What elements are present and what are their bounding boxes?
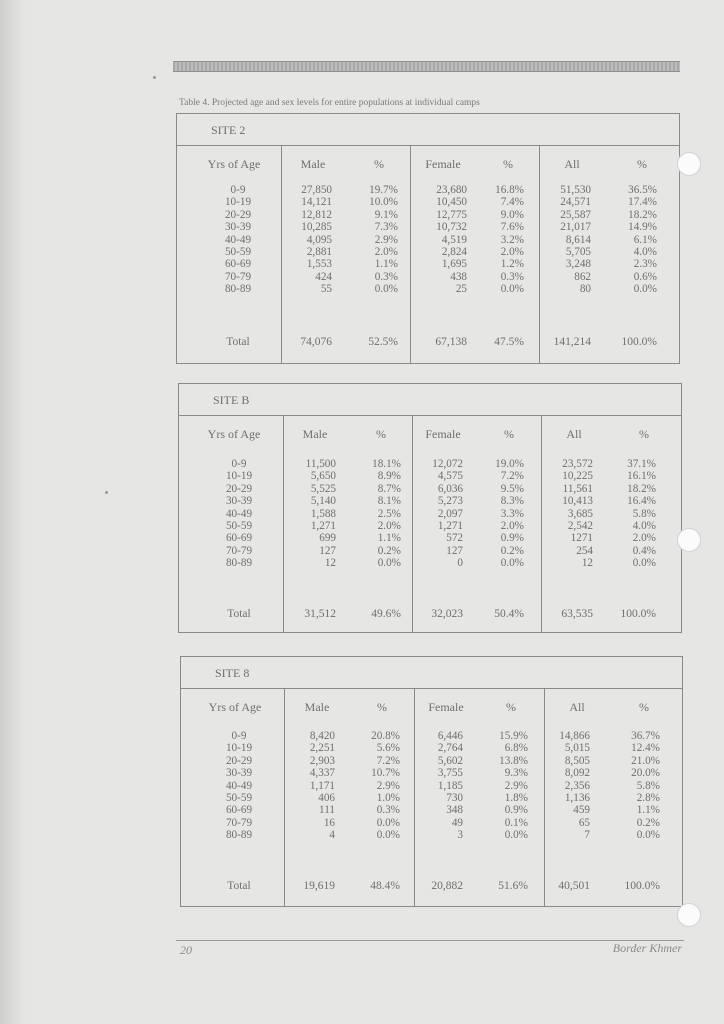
table-cell: 10-19 bbox=[224, 196, 252, 209]
header-female: Female bbox=[428, 700, 464, 714]
table-cell: 254 bbox=[576, 544, 593, 557]
table-cell: 11,500 bbox=[305, 458, 336, 470]
table-cell: 1,136 bbox=[564, 791, 590, 804]
header-all-pct: % bbox=[639, 700, 649, 714]
table-cell: 1.1% bbox=[636, 804, 660, 817]
table-cell: 51,530 bbox=[560, 184, 591, 196]
table-cell: 12,775 bbox=[436, 208, 467, 221]
table-cell: 2.9% bbox=[374, 233, 398, 246]
table-cell: 3,248 bbox=[565, 258, 591, 271]
table-cell: 2.0% bbox=[377, 519, 401, 532]
table-cell: 1,185 bbox=[437, 779, 463, 792]
table-cell: 1.1% bbox=[377, 532, 401, 545]
table-cell: 1,695 bbox=[441, 258, 467, 271]
table-cell: 40-49 bbox=[225, 507, 253, 520]
table-cell: 30-39 bbox=[225, 495, 253, 508]
total-all: 63,535 bbox=[561, 608, 593, 620]
table-cell: 6,446 bbox=[437, 730, 463, 742]
table-cell: 10,225 bbox=[562, 470, 593, 483]
table-cell: 0.0% bbox=[376, 816, 400, 829]
table-cell: 0.0% bbox=[504, 829, 528, 842]
table-cell: 12,812 bbox=[301, 208, 332, 221]
header-all-pct: % bbox=[639, 427, 649, 441]
table-cell: 0.9% bbox=[500, 532, 524, 545]
table-cell: 10,285 bbox=[301, 221, 332, 234]
table-cell: 7.2% bbox=[500, 470, 524, 483]
table-cell: 2,097 bbox=[437, 507, 463, 520]
total-all: 141,214 bbox=[553, 336, 591, 348]
all-pct-column bbox=[628, 184, 657, 296]
table-caption: Table 4. Projected age and sex levels for entire populations at individual camps bbox=[179, 98, 480, 108]
table-cell: 7.2% bbox=[376, 754, 400, 767]
table-cell: 23,680 bbox=[436, 184, 467, 196]
total-male: 74,076 bbox=[300, 336, 332, 348]
column-divider bbox=[284, 689, 285, 906]
total-label: Total bbox=[227, 880, 251, 892]
table-cell: 10-19 bbox=[225, 470, 253, 483]
female-column bbox=[432, 458, 463, 570]
header-all: All bbox=[569, 700, 585, 714]
male-pct-column bbox=[371, 730, 400, 842]
table-cell: 0 bbox=[457, 557, 463, 570]
table-cell: 3 bbox=[457, 829, 463, 842]
total-female: 67,138 bbox=[435, 336, 467, 348]
table-cell: 4 bbox=[329, 829, 335, 842]
total-label: Total bbox=[227, 608, 251, 620]
table-cell: 0.4% bbox=[632, 544, 656, 557]
table-cell: 0.9% bbox=[504, 804, 528, 817]
table-cell: 20.0% bbox=[631, 767, 660, 780]
table-cell: 23,572 bbox=[562, 458, 593, 470]
table-cell: 11,561 bbox=[562, 482, 593, 495]
table-cell: 19.7% bbox=[369, 184, 398, 196]
table-cell: 0.0% bbox=[633, 283, 657, 296]
table-cell: 1271 bbox=[570, 532, 593, 545]
table-cell: 5,602 bbox=[437, 754, 463, 767]
age-column bbox=[225, 184, 251, 296]
column-divider bbox=[281, 146, 282, 363]
table-cell: 16.1% bbox=[627, 470, 656, 483]
table-cell: 127 bbox=[446, 544, 463, 557]
paper-speck bbox=[153, 76, 156, 79]
table-cell: 2,824 bbox=[441, 245, 467, 258]
table-cell: 25 bbox=[455, 283, 467, 296]
header-male: Male bbox=[300, 157, 326, 171]
site-title: SITE 8 bbox=[181, 657, 682, 689]
table-cell: 12 bbox=[324, 557, 336, 570]
table-cell: 36.5% bbox=[628, 184, 657, 196]
table-cell: 3.2% bbox=[500, 233, 524, 246]
table-cell: 12.4% bbox=[631, 742, 660, 755]
header-all: All bbox=[564, 157, 580, 171]
table-cell: 16 bbox=[323, 816, 335, 829]
header-female: Female bbox=[425, 427, 461, 441]
table-cell: 14.9% bbox=[628, 221, 657, 234]
table-cell: 0.2% bbox=[377, 544, 401, 557]
table-cell: 55 bbox=[320, 283, 332, 296]
table-cell: 4,519 bbox=[441, 233, 467, 246]
table-cell: 8.3% bbox=[500, 495, 524, 508]
table-cell: 2.0% bbox=[632, 532, 656, 545]
table-cell: 7.6% bbox=[500, 221, 524, 234]
female-column bbox=[436, 184, 467, 296]
table-cell: 5,015 bbox=[564, 742, 590, 755]
table-cell: 80-89 bbox=[224, 283, 252, 296]
age-column bbox=[226, 458, 252, 570]
table-cell: 1.0% bbox=[376, 791, 400, 804]
column-divider bbox=[414, 689, 415, 906]
table-cell: 4,337 bbox=[309, 767, 335, 780]
total-all: 40,501 bbox=[558, 880, 590, 892]
table-cell: 5,273 bbox=[437, 495, 463, 508]
table-cell: 1,553 bbox=[306, 258, 332, 271]
female-column bbox=[438, 730, 463, 842]
table-cell: 1,271 bbox=[310, 519, 336, 532]
table-cell: 2,542 bbox=[567, 519, 593, 532]
table-cell: 16.8% bbox=[495, 184, 524, 196]
table-cell: 5,525 bbox=[310, 482, 336, 495]
header-male-pct: % bbox=[377, 700, 387, 714]
table-cell: 0.2% bbox=[500, 544, 524, 557]
site-title: SITE B bbox=[179, 384, 681, 416]
page-edge-shadow bbox=[0, 0, 26, 1024]
table-cell: 2,356 bbox=[564, 779, 590, 792]
table-cell: 4,095 bbox=[306, 233, 332, 246]
table-cell: 27,850 bbox=[301, 184, 332, 196]
table-cell: 21.0% bbox=[631, 754, 660, 767]
male-column bbox=[301, 184, 332, 296]
total-female: 32,023 bbox=[431, 608, 463, 620]
table-cell: 2.0% bbox=[374, 245, 398, 258]
table-cell: 24,571 bbox=[560, 196, 591, 209]
table-cell: 10.0% bbox=[369, 196, 398, 209]
female-pct-column bbox=[499, 730, 528, 842]
table-cell: 7.4% bbox=[500, 196, 524, 209]
header-age: Yrs of Age bbox=[207, 157, 261, 171]
table-cell: 37.1% bbox=[627, 458, 656, 470]
table-cell: 12,072 bbox=[432, 458, 463, 470]
table-cell: 2.8% bbox=[636, 791, 660, 804]
table-cell: 3,685 bbox=[567, 507, 593, 520]
table-cell: 20-29 bbox=[225, 754, 253, 767]
table-cell: 70-79 bbox=[225, 816, 253, 829]
all-column bbox=[560, 184, 591, 296]
table-cell: 18.2% bbox=[627, 482, 656, 495]
table-cell: 2.3% bbox=[633, 258, 657, 271]
table-cell: 10,413 bbox=[562, 495, 593, 508]
table-cell: 2.9% bbox=[376, 779, 400, 792]
total-male: 31,512 bbox=[304, 608, 336, 620]
table-cell: 49 bbox=[451, 816, 463, 829]
column-divider bbox=[539, 146, 540, 363]
table-cell: 862 bbox=[574, 270, 591, 283]
total-all-pct: 100.0% bbox=[624, 880, 660, 892]
table-cell: 127 bbox=[319, 544, 336, 557]
table-cell: 1.1% bbox=[374, 258, 398, 271]
header-all-pct: % bbox=[637, 157, 647, 171]
table-cell: 10,450 bbox=[436, 196, 467, 209]
table-cell: 0.0% bbox=[632, 557, 656, 570]
table-cell: 0-9 bbox=[231, 458, 247, 470]
table-cell: 25,587 bbox=[560, 208, 591, 221]
all-pct-column bbox=[631, 730, 660, 842]
table-cell: 13.8% bbox=[499, 754, 528, 767]
female-pct-column bbox=[495, 458, 524, 570]
table-cell: 2,764 bbox=[437, 742, 463, 755]
table-cell: 730 bbox=[446, 791, 463, 804]
table-cell: 9.3% bbox=[504, 767, 528, 780]
table-cell: 8.1% bbox=[377, 495, 401, 508]
table-cell: 1,171 bbox=[309, 779, 335, 792]
table-cell: 80-89 bbox=[225, 829, 253, 842]
total-male-pct: 49.6% bbox=[371, 608, 401, 620]
table-cell: 0.3% bbox=[500, 270, 524, 283]
table-cell: 15.9% bbox=[499, 730, 528, 742]
total-female-pct: 47.5% bbox=[494, 336, 524, 348]
punch-hole bbox=[677, 528, 701, 552]
table-cell: 572 bbox=[446, 532, 463, 545]
table-cell: 50-59 bbox=[224, 245, 252, 258]
table-cell: 2,881 bbox=[306, 245, 332, 258]
table-cell: 50-59 bbox=[225, 519, 253, 532]
table-cell: 80 bbox=[579, 283, 591, 296]
table-cell: 8.7% bbox=[377, 482, 401, 495]
table-cell: 9.1% bbox=[374, 208, 398, 221]
table-cell: 4.0% bbox=[633, 245, 657, 258]
table-cell: 17.4% bbox=[628, 196, 657, 209]
table-cell: 30-39 bbox=[224, 221, 252, 234]
table-cell: 6,036 bbox=[437, 482, 463, 495]
table-cell: 2.9% bbox=[504, 779, 528, 792]
table-cell: 65 bbox=[578, 816, 590, 829]
table-cell: 14,121 bbox=[301, 196, 332, 209]
table-cell: 9.5% bbox=[500, 482, 524, 495]
header-male: Male bbox=[304, 700, 330, 714]
female-pct-column bbox=[495, 184, 524, 296]
table-cell: 10,732 bbox=[436, 221, 467, 234]
table-cell: 1,271 bbox=[437, 519, 463, 532]
table-cell: 12 bbox=[581, 557, 593, 570]
table-cell: 10-19 bbox=[225, 742, 253, 755]
table-cell: 14,866 bbox=[559, 730, 590, 742]
table-cell: 8,420 bbox=[309, 730, 335, 742]
table-cell: 7.3% bbox=[374, 221, 398, 234]
paper-speck bbox=[105, 491, 108, 494]
table-cell: 0.2% bbox=[636, 816, 660, 829]
header-female-pct: % bbox=[503, 157, 513, 171]
table-cell: 348 bbox=[446, 804, 463, 817]
table-cell: 0.0% bbox=[500, 557, 524, 570]
all-pct-column bbox=[627, 458, 656, 570]
table-cell: 5.8% bbox=[632, 507, 656, 520]
table-cell: 438 bbox=[450, 270, 467, 283]
column-divider bbox=[541, 416, 542, 632]
all-column bbox=[559, 730, 590, 842]
header-male: Male bbox=[302, 427, 328, 441]
table-cell: 0.0% bbox=[376, 829, 400, 842]
table-cell: 20.8% bbox=[371, 730, 400, 742]
table-cell: 5.8% bbox=[636, 779, 660, 792]
header-female-pct: % bbox=[504, 427, 514, 441]
table-cell: 80-89 bbox=[225, 557, 253, 570]
table-cell: 30-39 bbox=[225, 767, 253, 780]
total-male-pct: 48.4% bbox=[370, 880, 400, 892]
site-title: SITE 2 bbox=[177, 114, 679, 146]
total-male: 19,619 bbox=[303, 880, 335, 892]
male-column bbox=[306, 458, 336, 570]
header-female: Female bbox=[425, 157, 461, 171]
table-cell: 21,017 bbox=[560, 221, 591, 234]
site-table bbox=[176, 113, 680, 364]
table-cell: 7 bbox=[584, 829, 590, 842]
table-cell: 1.2% bbox=[500, 258, 524, 271]
table-cell: 70-79 bbox=[224, 270, 252, 283]
all-column bbox=[562, 458, 593, 570]
table-cell: 10.7% bbox=[371, 767, 400, 780]
punch-hole bbox=[677, 903, 701, 927]
header-male-pct: % bbox=[376, 427, 386, 441]
table-cell: 5,650 bbox=[310, 470, 336, 483]
table-cell: 0.1% bbox=[504, 816, 528, 829]
total-all-pct: 100.0% bbox=[621, 336, 657, 348]
table-cell: 20-29 bbox=[225, 482, 253, 495]
table-cell: 1.8% bbox=[504, 791, 528, 804]
table-cell: 0.3% bbox=[376, 804, 400, 817]
table-cell: 60-69 bbox=[224, 258, 252, 271]
total-male-pct: 52.5% bbox=[368, 336, 398, 348]
table-cell: 6.1% bbox=[633, 233, 657, 246]
table-cell: 424 bbox=[315, 270, 332, 283]
header-rule bbox=[173, 61, 680, 72]
table-cell: 5.6% bbox=[376, 742, 400, 755]
table-cell: 2.5% bbox=[377, 507, 401, 520]
table-cell: 8,092 bbox=[564, 767, 590, 780]
table-cell: 4.0% bbox=[632, 519, 656, 532]
site-table bbox=[180, 656, 683, 907]
table-cell: 16.4% bbox=[627, 495, 656, 508]
table-cell: 8,614 bbox=[565, 233, 591, 246]
table-cell: 20-29 bbox=[224, 208, 252, 221]
table-cell: 4,575 bbox=[437, 470, 463, 483]
header-age: Yrs of Age bbox=[207, 427, 261, 441]
header-all: All bbox=[566, 427, 582, 441]
table-cell: 3,755 bbox=[437, 767, 463, 780]
table-cell: 1,588 bbox=[310, 507, 336, 520]
site-table bbox=[178, 383, 682, 633]
table-cell: 40-49 bbox=[224, 233, 252, 246]
header-age: Yrs of Age bbox=[208, 700, 262, 714]
table-cell: 36.7% bbox=[631, 730, 660, 742]
table-cell: 60-69 bbox=[225, 804, 253, 817]
table-cell: 9.0% bbox=[500, 208, 524, 221]
age-column bbox=[226, 730, 252, 842]
total-female-pct: 51.6% bbox=[498, 880, 528, 892]
table-cell: 406 bbox=[318, 791, 335, 804]
page-number: 20 bbox=[180, 943, 192, 957]
punch-hole bbox=[677, 152, 701, 176]
table-cell: 6.8% bbox=[504, 742, 528, 755]
table-cell: 18.2% bbox=[628, 208, 657, 221]
table-cell: 0-9 bbox=[231, 730, 247, 742]
male-pct-column bbox=[372, 458, 401, 570]
table-cell: 70-79 bbox=[225, 544, 253, 557]
table-cell: 111 bbox=[319, 804, 335, 817]
table-cell: 0.3% bbox=[374, 270, 398, 283]
table-cell: 5,705 bbox=[565, 245, 591, 258]
table-cell: 2.0% bbox=[500, 245, 524, 258]
header-male-pct: % bbox=[374, 157, 384, 171]
table-cell: 699 bbox=[319, 532, 336, 545]
table-cell: 0.0% bbox=[636, 829, 660, 842]
column-divider bbox=[544, 689, 545, 906]
table-cell: 0-9 bbox=[230, 184, 246, 196]
table-cell: 18.1% bbox=[372, 458, 401, 470]
table-cell: 0.0% bbox=[377, 557, 401, 570]
table-cell: 0.0% bbox=[374, 283, 398, 296]
footer-rule bbox=[176, 940, 684, 941]
table-cell: 40-49 bbox=[225, 779, 253, 792]
table-cell: 19.0% bbox=[495, 458, 524, 470]
total-female: 20,882 bbox=[431, 880, 463, 892]
table-cell: 3.3% bbox=[500, 507, 524, 520]
running-title: Border Khmer bbox=[612, 941, 682, 955]
table-cell: 60-69 bbox=[225, 532, 253, 545]
table-cell: 8,505 bbox=[564, 754, 590, 767]
column-divider bbox=[410, 146, 411, 363]
table-cell: 50-59 bbox=[225, 791, 253, 804]
table-cell: 5,140 bbox=[310, 495, 336, 508]
column-divider bbox=[283, 416, 284, 632]
total-all-pct: 100.0% bbox=[620, 608, 656, 620]
table-cell: 0.0% bbox=[500, 283, 524, 296]
header-female-pct: % bbox=[506, 700, 516, 714]
total-female-pct: 50.4% bbox=[494, 608, 524, 620]
table-cell: 2,251 bbox=[309, 742, 335, 755]
column-divider bbox=[412, 416, 413, 632]
table-cell: 2,903 bbox=[309, 754, 335, 767]
table-cell: 459 bbox=[573, 804, 590, 817]
male-pct-column bbox=[369, 184, 398, 296]
total-label: Total bbox=[226, 336, 250, 348]
table-cell: 8.9% bbox=[377, 470, 401, 483]
male-column bbox=[310, 730, 335, 842]
table-cell: 2.0% bbox=[500, 519, 524, 532]
table-cell: 0.6% bbox=[633, 270, 657, 283]
